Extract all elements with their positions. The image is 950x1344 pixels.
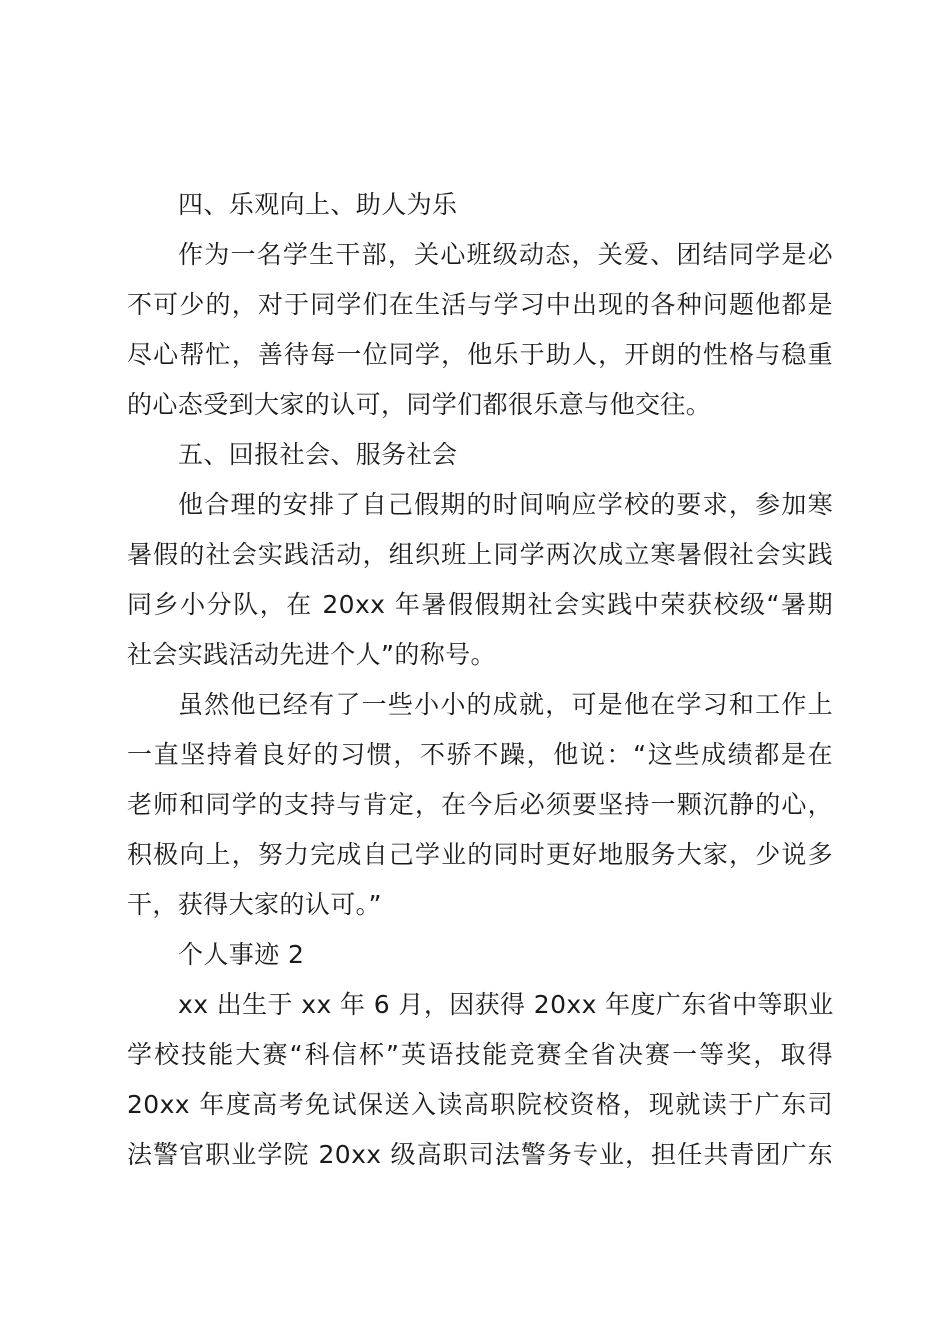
paragraph-line: 学校技能大赛“科信杯”英语技能竞赛全省决赛一等奖，取得 [127, 1040, 833, 1069]
section-heading-4: 四、乐观向上、助人为乐 [178, 190, 458, 219]
paragraph-line: 社会实践活动先进个人”的称号。 [127, 640, 496, 669]
paragraph-line: 暑假的社会实践活动，组织班上同学两次成立寒暑假社会实践 [127, 540, 833, 569]
paragraph-line: 同乡小分队，在 20xx 年暑假假期社会实践中荣获校级“暑期 [127, 590, 833, 619]
paragraph-line: 积极向上，努力完成自己学业的同时更好地服务大家，少说多 [127, 840, 833, 869]
paragraph-line: xx 出生于 xx 年 6 月，因获得 20xx 年度广东省中等职业 [178, 990, 834, 1019]
paragraph-line: 不可少的，对于同学们在生活与学习中出现的各种问题他都是 [127, 290, 833, 319]
paragraph-line: 20xx 年度高考免试保送入读高职院校资格，现就读于广东司 [127, 1090, 833, 1119]
paragraph-line: 一直坚持着良好的习惯，不骄不躁，他说：“这些成绩都是在 [127, 740, 833, 769]
paragraph-line: 干，获得大家的认可。” [127, 890, 382, 919]
paragraph-line: 作为一名学生干部，关心班级动态，关爱、团结同学是必 [178, 240, 833, 269]
paragraph-line: 虽然他已经有了一些小小的成就，可是他在学习和工作上 [178, 690, 833, 719]
paragraph-line: 法警官职业学院 20xx 级高职司法警务专业，担任共青团广东 [127, 1140, 833, 1169]
paragraph-line: 他合理的安排了自己假期的时间响应学校的要求，参加寒 [178, 490, 833, 519]
paragraph-line: 尽心帮忙，善待每一位同学，他乐于助人，开朗的性格与稳重 [127, 340, 833, 369]
paragraph-line: 的心态受到大家的认可，同学们都很乐意与他交往。 [127, 390, 712, 419]
paragraph-line: 老师和同学的支持与肯定，在今后必须要坚持一颗沉静的心， [127, 790, 833, 819]
section-heading-personal-deeds-2: 个人事迹 2 [178, 940, 305, 969]
section-heading-5: 五、回报社会、服务社会 [178, 440, 458, 469]
